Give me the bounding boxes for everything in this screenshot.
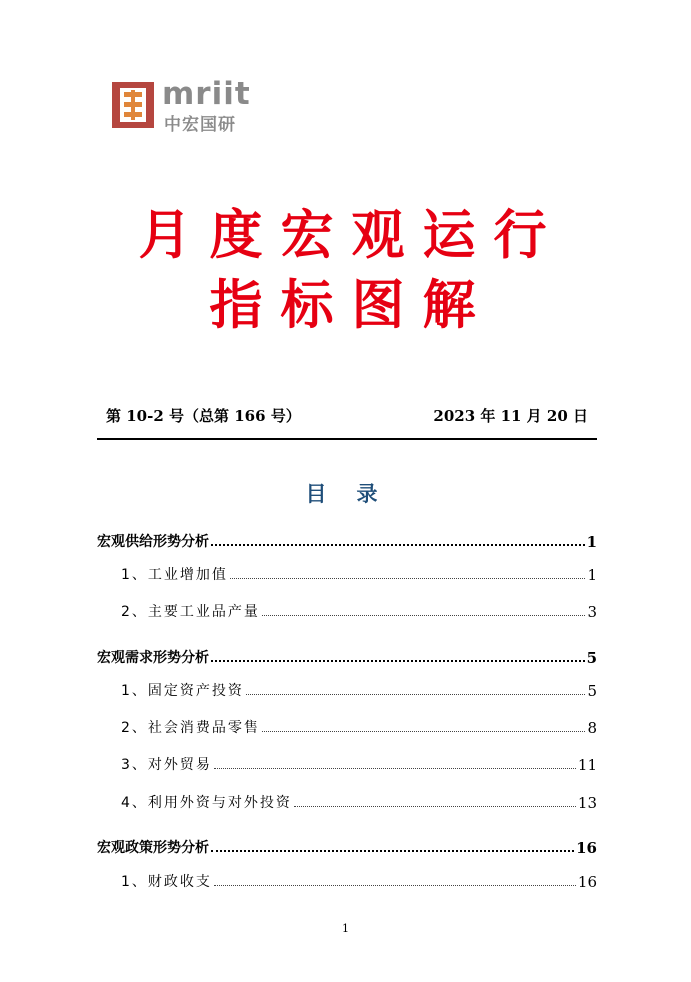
toc-entry[interactable] xyxy=(97,560,597,584)
toc-entry-page: 13 xyxy=(577,794,597,812)
toc-entry[interactable] xyxy=(97,713,597,737)
toc-entry-page: 16 xyxy=(577,873,597,891)
toc-entry-page: 5 xyxy=(586,649,597,667)
toc-leader xyxy=(294,806,576,807)
toc-entry[interactable] xyxy=(97,833,597,857)
logo-mark-icon xyxy=(110,80,156,130)
toc-leader xyxy=(214,768,576,769)
toc-leader xyxy=(211,850,574,852)
toc-entry-page: 1 xyxy=(586,533,597,551)
toc-entry-page: 3 xyxy=(587,603,597,621)
page-number: 1 xyxy=(342,922,349,935)
toc-leader xyxy=(262,615,586,616)
toc-entry-text: 4、利用外资与对外投资 xyxy=(121,795,292,811)
toc-entry[interactable] xyxy=(97,750,597,774)
brand-logo xyxy=(110,76,251,135)
logo-text-cn: 中宏国研 xyxy=(164,115,236,135)
toc-entry[interactable] xyxy=(97,788,597,812)
toc-leader xyxy=(246,694,586,695)
toc-entry-text: 宏观政策形势分析 xyxy=(97,840,209,856)
toc-entry[interactable] xyxy=(97,676,597,700)
toc-leader xyxy=(214,885,576,886)
header-divider xyxy=(97,438,597,440)
toc-entry[interactable] xyxy=(97,527,597,551)
toc-entry-page: 16 xyxy=(576,839,597,857)
toc-entry-text: 3、对外贸易 xyxy=(121,757,212,773)
toc-entry[interactable] xyxy=(97,867,597,891)
toc-entry-text: 1、固定资产投资 xyxy=(121,683,244,699)
toc-leader xyxy=(262,731,586,732)
toc-entry[interactable] xyxy=(97,597,597,621)
report-title-line2: 指标图解 xyxy=(209,275,494,336)
toc-entry-text: 2、主要工业品产量 xyxy=(121,604,260,620)
toc-leader xyxy=(211,544,585,546)
toc-entry-page: 8 xyxy=(587,719,597,737)
issue-date: 2023 年 11 月 20 日 xyxy=(433,407,588,425)
toc-leader xyxy=(230,578,586,579)
toc-leader xyxy=(211,660,585,662)
toc-entry-text: 1、工业增加值 xyxy=(121,567,228,583)
toc-entry-text: 宏观需求形势分析 xyxy=(97,650,209,666)
toc-heading: 目录 xyxy=(305,482,408,506)
toc-entry-text: 宏观供给形势分析 xyxy=(97,534,209,550)
issue-number: 第 10-2 号（总第 166 号） xyxy=(106,407,301,425)
report-title-line1: 月度宏观运行 xyxy=(138,205,565,266)
toc-entry-text: 2、社会消费品零售 xyxy=(121,720,260,736)
logo-text-en: mriit xyxy=(162,76,251,112)
toc-entry-text: 1、财政收支 xyxy=(121,874,212,890)
toc-entry-page: 5 xyxy=(587,682,597,700)
toc-entry-page: 11 xyxy=(577,756,597,774)
toc-entry[interactable] xyxy=(97,643,597,667)
issue-info xyxy=(106,405,588,429)
toc-entry-page: 1 xyxy=(587,566,597,584)
